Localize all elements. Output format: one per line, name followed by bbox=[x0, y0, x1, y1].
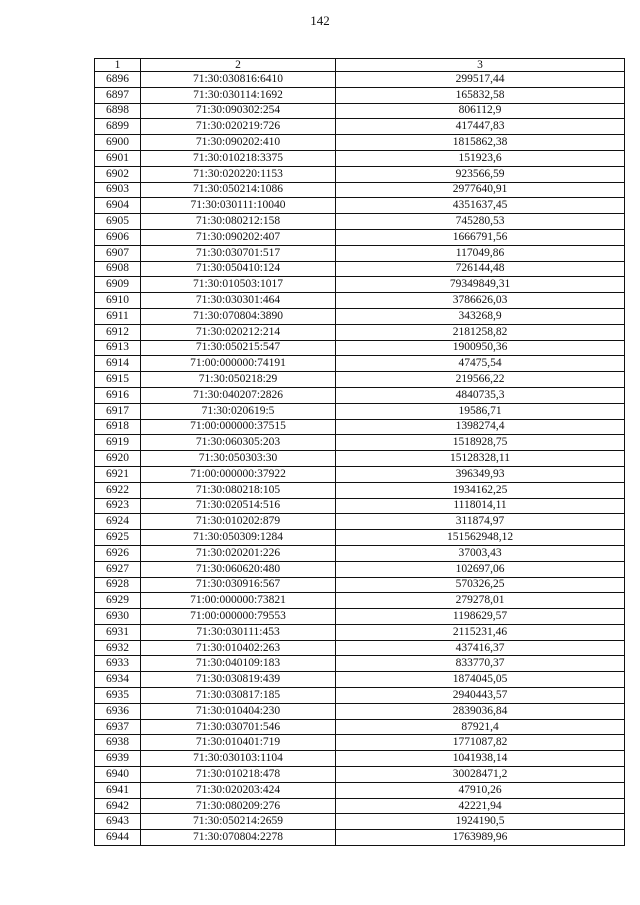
row-number-cell: 6943 bbox=[95, 814, 141, 830]
cadastral-number-cell: 71:30:080218:105 bbox=[141, 482, 336, 498]
table-row bbox=[95, 514, 625, 530]
value-cell: 1934162,25 bbox=[336, 482, 625, 498]
cadastral-number-cell: 71:30:070804:2278 bbox=[141, 830, 336, 846]
cadastral-number-cell: 71:30:050410:124 bbox=[141, 261, 336, 277]
table-row bbox=[95, 356, 625, 372]
value-cell: 37003,43 bbox=[336, 545, 625, 561]
row-number-cell: 6928 bbox=[95, 577, 141, 593]
table-row bbox=[95, 372, 625, 388]
value-cell: 1763989,96 bbox=[336, 830, 625, 846]
table-row bbox=[95, 119, 625, 135]
table-row bbox=[95, 577, 625, 593]
value-cell: 833770,37 bbox=[336, 656, 625, 672]
value-cell: 1041938,14 bbox=[336, 751, 625, 767]
cadastral-number-cell: 71:30:010401:719 bbox=[141, 735, 336, 751]
value-cell: 1815862,38 bbox=[336, 135, 625, 151]
table-row bbox=[95, 150, 625, 166]
value-cell: 117049,86 bbox=[336, 245, 625, 261]
table-row bbox=[95, 814, 625, 830]
row-number-cell: 6924 bbox=[95, 514, 141, 530]
row-number-cell: 6917 bbox=[95, 403, 141, 419]
cadastral-number-cell: 71:30:010404:230 bbox=[141, 703, 336, 719]
cadastral-number-cell: 71:00:000000:73821 bbox=[141, 593, 336, 609]
row-number-cell: 6938 bbox=[95, 735, 141, 751]
table-row bbox=[95, 261, 625, 277]
cadastral-number-cell: 71:30:070804:3890 bbox=[141, 308, 336, 324]
value-cell: 1398274,4 bbox=[336, 419, 625, 435]
table-row bbox=[95, 751, 625, 767]
table-row bbox=[95, 735, 625, 751]
table-row bbox=[95, 782, 625, 798]
row-number-cell: 6904 bbox=[95, 198, 141, 214]
row-number-cell: 6910 bbox=[95, 293, 141, 309]
value-cell: 15128328,11 bbox=[336, 451, 625, 467]
value-cell: 806112,9 bbox=[336, 103, 625, 119]
value-cell: 311874,97 bbox=[336, 514, 625, 530]
value-cell: 165832,58 bbox=[336, 87, 625, 103]
row-number-cell: 6901 bbox=[95, 150, 141, 166]
table-row bbox=[95, 609, 625, 625]
table-row bbox=[95, 830, 625, 846]
cadastral-number-cell: 71:30:030111:10040 bbox=[141, 198, 336, 214]
row-number-cell: 6944 bbox=[95, 830, 141, 846]
cadastral-number-cell: 71:30:010402:263 bbox=[141, 640, 336, 656]
value-cell: 4351637,45 bbox=[336, 198, 625, 214]
value-cell: 437416,37 bbox=[336, 640, 625, 656]
row-number-cell: 6911 bbox=[95, 308, 141, 324]
cadastral-number-cell: 71:30:090202:407 bbox=[141, 229, 336, 245]
row-number-cell: 6906 bbox=[95, 229, 141, 245]
cadastral-number-cell: 71:30:010503:1017 bbox=[141, 277, 336, 293]
table-row bbox=[95, 387, 625, 403]
table-row bbox=[95, 451, 625, 467]
row-number-cell: 6916 bbox=[95, 387, 141, 403]
row-number-cell: 6920 bbox=[95, 451, 141, 467]
row-number-cell: 6912 bbox=[95, 324, 141, 340]
value-cell: 219566,22 bbox=[336, 372, 625, 388]
cadastral-number-cell: 71:30:030301:464 bbox=[141, 293, 336, 309]
table-row bbox=[95, 561, 625, 577]
cadastral-number-cell: 71:30:090302:254 bbox=[141, 103, 336, 119]
value-cell: 343268,9 bbox=[336, 308, 625, 324]
table-row bbox=[95, 277, 625, 293]
row-number-cell: 6934 bbox=[95, 672, 141, 688]
cadastral-number-cell: 71:00:000000:37515 bbox=[141, 419, 336, 435]
cadastral-number-cell: 71:30:030916:567 bbox=[141, 577, 336, 593]
value-cell: 2839036,84 bbox=[336, 703, 625, 719]
table-row bbox=[95, 308, 625, 324]
table-row bbox=[95, 103, 625, 119]
value-cell: 47475,54 bbox=[336, 356, 625, 372]
row-number-cell: 6909 bbox=[95, 277, 141, 293]
table-row bbox=[95, 688, 625, 704]
value-cell: 726144,48 bbox=[336, 261, 625, 277]
value-cell: 1198629,57 bbox=[336, 609, 625, 625]
table-row bbox=[95, 719, 625, 735]
cadastral-number-cell: 71:30:020201:226 bbox=[141, 545, 336, 561]
cadastral-number-cell: 71:30:030111:453 bbox=[141, 624, 336, 640]
row-number-cell: 6927 bbox=[95, 561, 141, 577]
row-number-cell: 6937 bbox=[95, 719, 141, 735]
table-row bbox=[95, 135, 625, 151]
table-row bbox=[95, 767, 625, 783]
cadastral-table bbox=[94, 58, 625, 846]
row-number-cell: 6902 bbox=[95, 166, 141, 182]
table-row bbox=[95, 229, 625, 245]
value-cell: 299517,44 bbox=[336, 72, 625, 88]
table-row bbox=[95, 640, 625, 656]
cadastral-number-cell: 71:00:000000:37922 bbox=[141, 466, 336, 482]
cadastral-number-cell: 71:30:020514:516 bbox=[141, 498, 336, 514]
cadastral-number-cell: 71:30:060305:203 bbox=[141, 435, 336, 451]
cadastral-number-cell: 71:30:020619:5 bbox=[141, 403, 336, 419]
table-header-row bbox=[95, 59, 625, 72]
row-number-cell: 6899 bbox=[95, 119, 141, 135]
table-row bbox=[95, 498, 625, 514]
cadastral-number-cell: 71:30:050218:29 bbox=[141, 372, 336, 388]
value-cell: 151923,6 bbox=[336, 150, 625, 166]
cadastral-number-cell: 71:30:020203:424 bbox=[141, 782, 336, 798]
row-number-cell: 6933 bbox=[95, 656, 141, 672]
row-number-cell: 6939 bbox=[95, 751, 141, 767]
value-cell: 3786626,03 bbox=[336, 293, 625, 309]
table-row bbox=[95, 624, 625, 640]
value-cell: 30028471,2 bbox=[336, 767, 625, 783]
column-header-2: 2 bbox=[141, 59, 336, 72]
cadastral-number-cell: 71:30:030816:6410 bbox=[141, 72, 336, 88]
row-number-cell: 6896 bbox=[95, 72, 141, 88]
value-cell: 2977640,91 bbox=[336, 182, 625, 198]
row-number-cell: 6929 bbox=[95, 593, 141, 609]
row-number-cell: 6900 bbox=[95, 135, 141, 151]
row-number-cell: 6935 bbox=[95, 688, 141, 704]
table-row bbox=[95, 403, 625, 419]
cadastral-number-cell: 71:30:080209:276 bbox=[141, 798, 336, 814]
value-cell: 745280,53 bbox=[336, 214, 625, 230]
table-row bbox=[95, 166, 625, 182]
cadastral-number-cell: 71:30:020212:214 bbox=[141, 324, 336, 340]
table-row bbox=[95, 593, 625, 609]
value-cell: 151562948,12 bbox=[336, 530, 625, 546]
value-cell: 570326,25 bbox=[336, 577, 625, 593]
column-header-3: 3 bbox=[336, 59, 625, 72]
value-cell: 1924190,5 bbox=[336, 814, 625, 830]
row-number-cell: 6942 bbox=[95, 798, 141, 814]
row-number-cell: 6919 bbox=[95, 435, 141, 451]
table-row bbox=[95, 435, 625, 451]
value-cell: 1874045,05 bbox=[336, 672, 625, 688]
value-cell: 417447,83 bbox=[336, 119, 625, 135]
table-row bbox=[95, 798, 625, 814]
table-row bbox=[95, 466, 625, 482]
row-number-cell: 6940 bbox=[95, 767, 141, 783]
cadastral-number-cell: 71:00:000000:74191 bbox=[141, 356, 336, 372]
row-number-cell: 6898 bbox=[95, 103, 141, 119]
cadastral-number-cell: 71:30:040109:183 bbox=[141, 656, 336, 672]
row-number-cell: 6913 bbox=[95, 340, 141, 356]
cadastral-number-cell: 71:30:030103:1104 bbox=[141, 751, 336, 767]
cadastral-number-cell: 71:30:050303:30 bbox=[141, 451, 336, 467]
row-number-cell: 6925 bbox=[95, 530, 141, 546]
row-number-cell: 6926 bbox=[95, 545, 141, 561]
row-number-cell: 6921 bbox=[95, 466, 141, 482]
cadastral-number-cell: 71:30:030819:439 bbox=[141, 672, 336, 688]
table-row bbox=[95, 72, 625, 88]
value-cell: 102697,06 bbox=[336, 561, 625, 577]
value-cell: 4840735,3 bbox=[336, 387, 625, 403]
row-number-cell: 6918 bbox=[95, 419, 141, 435]
cadastral-number-cell: 71:30:050214:1086 bbox=[141, 182, 336, 198]
table-row bbox=[95, 703, 625, 719]
table-row bbox=[95, 293, 625, 309]
cadastral-number-cell: 71:30:060620:480 bbox=[141, 561, 336, 577]
row-number-cell: 6903 bbox=[95, 182, 141, 198]
value-cell: 2940443,57 bbox=[336, 688, 625, 704]
row-number-cell: 6922 bbox=[95, 482, 141, 498]
page-number: 142 bbox=[310, 13, 330, 28]
table-row bbox=[95, 182, 625, 198]
table-row bbox=[95, 545, 625, 561]
value-cell: 1900950,36 bbox=[336, 340, 625, 356]
table-row bbox=[95, 482, 625, 498]
table-row bbox=[95, 530, 625, 546]
cadastral-number-cell: 71:30:020219:726 bbox=[141, 119, 336, 135]
cadastral-number-cell: 71:30:010218:3375 bbox=[141, 150, 336, 166]
row-number-cell: 6941 bbox=[95, 782, 141, 798]
value-cell: 42221,94 bbox=[336, 798, 625, 814]
table-row bbox=[95, 214, 625, 230]
cadastral-number-cell: 71:00:000000:79553 bbox=[141, 609, 336, 625]
row-number-cell: 6914 bbox=[95, 356, 141, 372]
row-number-cell: 6936 bbox=[95, 703, 141, 719]
row-number-cell: 6915 bbox=[95, 372, 141, 388]
row-number-cell: 6931 bbox=[95, 624, 141, 640]
value-cell: 19586,71 bbox=[336, 403, 625, 419]
table-row bbox=[95, 198, 625, 214]
table-row bbox=[95, 324, 625, 340]
cadastral-number-cell: 71:30:040207:2826 bbox=[141, 387, 336, 403]
row-number-cell: 6923 bbox=[95, 498, 141, 514]
value-cell: 1666791,56 bbox=[336, 229, 625, 245]
cadastral-number-cell: 71:30:050214:2659 bbox=[141, 814, 336, 830]
value-cell: 923566,59 bbox=[336, 166, 625, 182]
value-cell: 2115231,46 bbox=[336, 624, 625, 640]
cadastral-number-cell: 71:30:030817:185 bbox=[141, 688, 336, 704]
value-cell: 2181258,82 bbox=[336, 324, 625, 340]
row-number-cell: 6907 bbox=[95, 245, 141, 261]
table-row bbox=[95, 656, 625, 672]
row-number-cell: 6905 bbox=[95, 214, 141, 230]
cadastral-number-cell: 71:30:080212:158 bbox=[141, 214, 336, 230]
table-row bbox=[95, 87, 625, 103]
value-cell: 279278,01 bbox=[336, 593, 625, 609]
table-row bbox=[95, 419, 625, 435]
cadastral-number-cell: 71:30:020220:1153 bbox=[141, 166, 336, 182]
table-row bbox=[95, 340, 625, 356]
value-cell: 1118014,11 bbox=[336, 498, 625, 514]
table-body bbox=[95, 59, 625, 846]
table-row bbox=[95, 672, 625, 688]
table-row bbox=[95, 245, 625, 261]
column-header-1: 1 bbox=[95, 59, 141, 72]
cadastral-number-cell: 71:30:090202:410 bbox=[141, 135, 336, 151]
cadastral-number-cell: 71:30:010202:879 bbox=[141, 514, 336, 530]
row-number-cell: 6932 bbox=[95, 640, 141, 656]
cadastral-number-cell: 71:30:030701:546 bbox=[141, 719, 336, 735]
value-cell: 1771087,82 bbox=[336, 735, 625, 751]
cadastral-number-cell: 71:30:050215:547 bbox=[141, 340, 336, 356]
value-cell: 1518928,75 bbox=[336, 435, 625, 451]
row-number-cell: 6897 bbox=[95, 87, 141, 103]
cadastral-number-cell: 71:30:030701:517 bbox=[141, 245, 336, 261]
value-cell: 47910,26 bbox=[336, 782, 625, 798]
value-cell: 396349,93 bbox=[336, 466, 625, 482]
cadastral-number-cell: 71:30:050309:1284 bbox=[141, 530, 336, 546]
cadastral-number-cell: 71:30:030114:1692 bbox=[141, 87, 336, 103]
row-number-cell: 6908 bbox=[95, 261, 141, 277]
row-number-cell: 6930 bbox=[95, 609, 141, 625]
cadastral-number-cell: 71:30:010218:478 bbox=[141, 767, 336, 783]
value-cell: 87921,4 bbox=[336, 719, 625, 735]
value-cell: 79349849,31 bbox=[336, 277, 625, 293]
